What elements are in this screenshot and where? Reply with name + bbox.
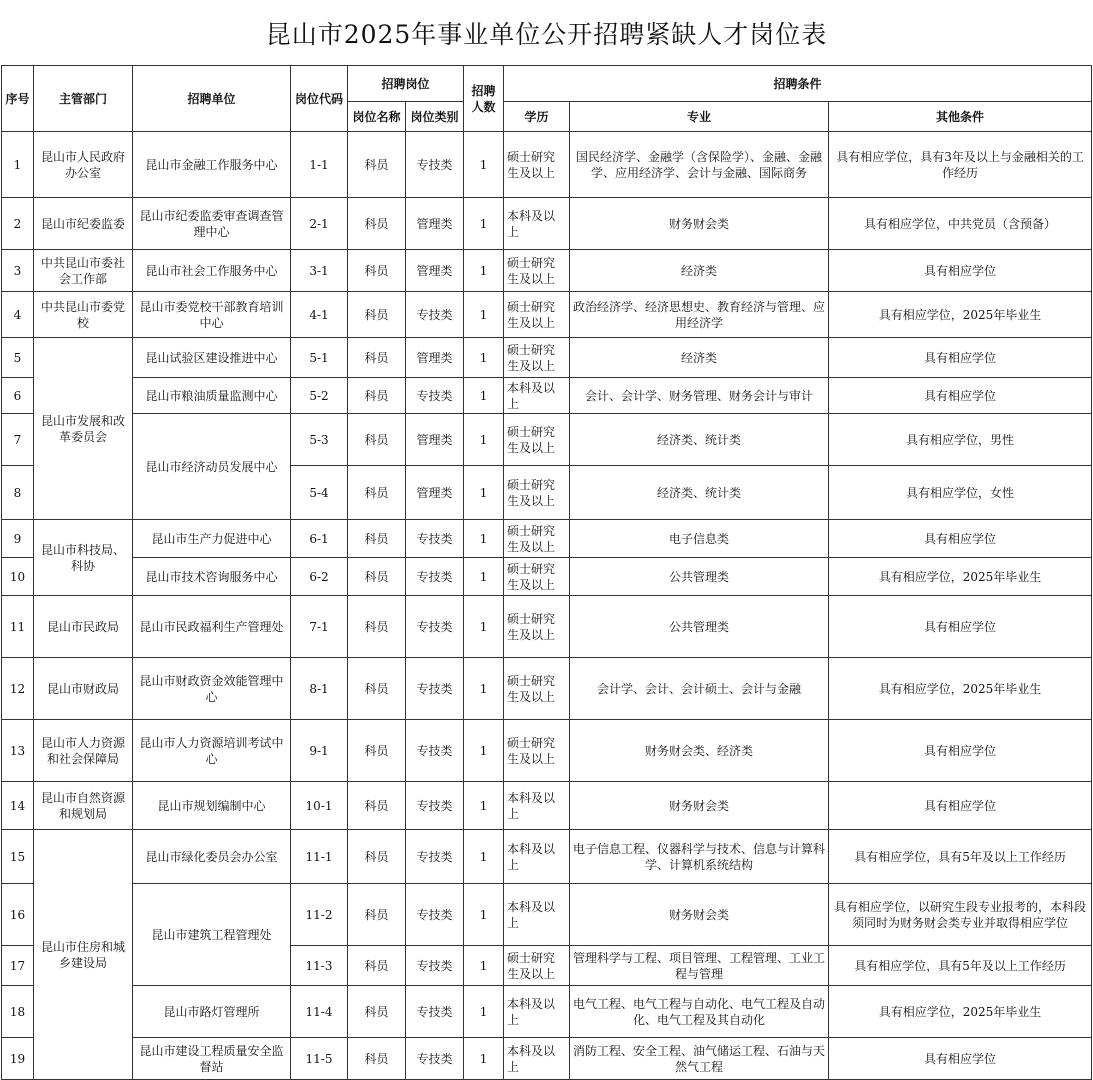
cell-count: 1: [464, 658, 504, 720]
cell-seq: 4: [2, 292, 34, 338]
cell-unit: 昆山市财政资金效能管理中心: [133, 658, 291, 720]
table-row: [2, 520, 1092, 558]
cell-other: 具有相应学位: [829, 250, 1092, 292]
table-row: [2, 720, 1092, 782]
cell-major: 公共管理类: [570, 558, 829, 596]
cell-dept: 昆山市财政局: [34, 658, 133, 720]
table-row: [2, 292, 1092, 338]
cell-code: 6-2: [291, 558, 348, 596]
cell-seq: 17: [2, 946, 34, 986]
table-row: [2, 658, 1092, 720]
cell-count: 1: [464, 720, 504, 782]
cell-edu: 硕士研究生及以上: [504, 414, 570, 466]
header-conditions: 招聘条件: [504, 66, 1092, 102]
cell-code: 11-2: [291, 884, 348, 946]
table-row: [2, 414, 1092, 466]
table-row: [2, 338, 1092, 378]
cell-dept: 中共昆山市委社会工作部: [34, 250, 133, 292]
cell-count: 1: [464, 884, 504, 946]
cell-post-name: 科员: [348, 782, 406, 830]
cell-code: 8-1: [291, 658, 348, 720]
cell-major: 财务财会类: [570, 782, 829, 830]
header-unit: 招聘单位: [133, 66, 291, 132]
cell-major: 经济类、统计类: [570, 414, 829, 466]
table-row: [2, 1038, 1092, 1080]
cell-other: 具有相应学位，女性: [829, 466, 1092, 520]
header-post-name: 岗位名称: [348, 102, 406, 132]
cell-count: 1: [464, 132, 504, 198]
cell-code: 5-2: [291, 378, 348, 414]
cell-unit: 昆山市人力资源培训考试中心: [133, 720, 291, 782]
cell-seq: 6: [2, 378, 34, 414]
cell-post-type: 专技类: [406, 596, 464, 658]
header-edu: 学历: [504, 102, 570, 132]
cell-unit: 昆山市绿化委员会办公室: [133, 830, 291, 884]
cell-unit: 昆山市民政福利生产管理处: [133, 596, 291, 658]
page-title: 昆山市2025年事业单位公开招聘紧缺人才岗位表: [265, 20, 828, 49]
cell-other: 具有相应学位，具有5年及以上工作经历: [829, 830, 1092, 884]
cell-post-type: 管理类: [406, 414, 464, 466]
cell-edu: 硕士研究生及以上: [504, 338, 570, 378]
cell-code: 5-3: [291, 414, 348, 466]
cell-major: 电子信息工程、仪器科学与技术、信息与计算科学、计算机系统结构: [570, 830, 829, 884]
cell-code: 1-1: [291, 132, 348, 198]
table-row: [2, 986, 1092, 1038]
cell-post-type: 专技类: [406, 986, 464, 1038]
cell-seq: 18: [2, 986, 34, 1038]
table-row: [2, 884, 1092, 946]
cell-seq: 2: [2, 198, 34, 250]
cell-seq: 19: [2, 1038, 34, 1080]
cell-code: 6-1: [291, 520, 348, 558]
cell-post-name: 科员: [348, 596, 406, 658]
cell-seq: 16: [2, 884, 34, 946]
cell-dept: 昆山市民政局: [34, 596, 133, 658]
cell-count: 1: [464, 378, 504, 414]
cell-major: 管理科学与工程、项目管理、工程管理、工业工程与管理: [570, 946, 829, 986]
cell-seq: 10: [2, 558, 34, 596]
cell-post-name: 科员: [348, 378, 406, 414]
cell-other: 具有相应学位: [829, 338, 1092, 378]
cell-seq: 7: [2, 414, 34, 466]
cell-edu: 硕士研究生及以上: [504, 250, 570, 292]
cell-major: 政治经济学、经济思想史、教育经济与管理、应用经济学: [570, 292, 829, 338]
cell-dept: 昆山市科技局、科协: [34, 520, 133, 596]
cell-post-type: 专技类: [406, 292, 464, 338]
cell-unit: 昆山市建设工程质量安全监督站: [133, 1038, 291, 1080]
cell-seq: 13: [2, 720, 34, 782]
cell-unit: 昆山市粮油质量监测中心: [133, 378, 291, 414]
cell-edu: 硕士研究生及以上: [504, 132, 570, 198]
cell-post-name: 科员: [348, 884, 406, 946]
cell-other: 具有相应学位，2025年毕业生: [829, 986, 1092, 1038]
cell-major: 经济类: [570, 250, 829, 292]
cell-other: 具有相应学位: [829, 782, 1092, 830]
cell-code: 10-1: [291, 782, 348, 830]
cell-edu: 本科及以上: [504, 378, 570, 414]
cell-unit: 昆山市经济动员发展中心: [133, 414, 291, 520]
cell-count: 1: [464, 946, 504, 986]
cell-edu: 本科及以上: [504, 1038, 570, 1080]
cell-major: 国民经济学、金融学（含保险学）、金融、金融学、应用经济学、会计与金融、国际商务: [570, 132, 829, 198]
cell-dept: 昆山市发展和改革委员会: [34, 338, 133, 520]
table-body: [2, 132, 1092, 1080]
cell-other: 具有相应学位: [829, 596, 1092, 658]
cell-edu: 本科及以上: [504, 986, 570, 1038]
cell-unit: 昆山市规划编制中心: [133, 782, 291, 830]
cell-seq: 8: [2, 466, 34, 520]
cell-other: 具有相应学位: [829, 378, 1092, 414]
cell-count: 1: [464, 520, 504, 558]
cell-post-name: 科员: [348, 250, 406, 292]
cell-post-name: 科员: [348, 292, 406, 338]
header-major: 专业: [570, 102, 829, 132]
cell-unit: 昆山市建筑工程管理处: [133, 884, 291, 986]
cell-post-name: 科员: [348, 338, 406, 378]
table-row: [2, 596, 1092, 658]
cell-unit: 昆山市社会工作服务中心: [133, 250, 291, 292]
cell-post-type: 专技类: [406, 378, 464, 414]
cell-seq: 3: [2, 250, 34, 292]
table-row: [2, 250, 1092, 292]
cell-code: 2-1: [291, 198, 348, 250]
cell-major: 会计、会计学、财务管理、财务会计与审计: [570, 378, 829, 414]
cell-post-name: 科员: [348, 1038, 406, 1080]
cell-count: 1: [464, 986, 504, 1038]
cell-other: 具有相应学位: [829, 720, 1092, 782]
table-row: [2, 198, 1092, 250]
cell-edu: 本科及以上: [504, 830, 570, 884]
cell-post-name: 科员: [348, 986, 406, 1038]
cell-code: 5-1: [291, 338, 348, 378]
cell-other: 具有相应学位: [829, 520, 1092, 558]
cell-post-type: 管理类: [406, 338, 464, 378]
cell-count: 1: [464, 1038, 504, 1080]
cell-code: 11-4: [291, 986, 348, 1038]
cell-edu: 硕士研究生及以上: [504, 292, 570, 338]
cell-other: 具有相应学位: [829, 1038, 1092, 1080]
header-post: 招聘岗位: [348, 66, 464, 102]
cell-major: 电气工程、电气工程与自动化、电气工程及自动化、电气工程及其自动化: [570, 986, 829, 1038]
cell-edu: 硕士研究生及以上: [504, 720, 570, 782]
cell-post-name: 科员: [348, 558, 406, 596]
cell-major: 会计学、会计、会计硕士、会计与金融: [570, 658, 829, 720]
table-row: [2, 830, 1092, 884]
cell-count: 1: [464, 782, 504, 830]
cell-major: 财务财会类: [570, 884, 829, 946]
cell-count: 1: [464, 292, 504, 338]
cell-other: 具有相应学位，2025年毕业生: [829, 292, 1092, 338]
cell-unit: 昆山市生产力促进中心: [133, 520, 291, 558]
cell-count: 1: [464, 198, 504, 250]
cell-edu: 本科及以上: [504, 198, 570, 250]
cell-unit: 昆山市路灯管理所: [133, 986, 291, 1038]
cell-count: 1: [464, 558, 504, 596]
cell-post-type: 专技类: [406, 132, 464, 198]
cell-post-type: 专技类: [406, 884, 464, 946]
header-count: 招聘人数: [464, 66, 504, 132]
cell-major: 经济类、统计类: [570, 466, 829, 520]
header-seq: 序号: [2, 66, 34, 132]
cell-code: 9-1: [291, 720, 348, 782]
cell-count: 1: [464, 596, 504, 658]
table-row: [2, 378, 1092, 414]
cell-edu: 硕士研究生及以上: [504, 466, 570, 520]
cell-post-type: 专技类: [406, 782, 464, 830]
cell-major: 经济类: [570, 338, 829, 378]
cell-post-type: 管理类: [406, 250, 464, 292]
header-code: 岗位代码: [291, 66, 348, 132]
cell-edu: 硕士研究生及以上: [504, 520, 570, 558]
cell-other: 具有相应学位，以研究生段专业报考的，本科段须同时为财务财会类专业并取得相应学位: [829, 884, 1092, 946]
cell-edu: 硕士研究生及以上: [504, 658, 570, 720]
cell-dept: 昆山市人民政府办公室: [34, 132, 133, 198]
header-other: 其他条件: [829, 102, 1092, 132]
cell-seq: 12: [2, 658, 34, 720]
cell-post-name: 科员: [348, 830, 406, 884]
cell-post-type: 专技类: [406, 658, 464, 720]
recruitment-table: [1, 65, 1092, 1080]
cell-post-name: 科员: [348, 658, 406, 720]
cell-count: 1: [464, 466, 504, 520]
cell-major: 公共管理类: [570, 596, 829, 658]
cell-other: 具有相应学位，2025年毕业生: [829, 558, 1092, 596]
cell-major: 电子信息类: [570, 520, 829, 558]
cell-post-name: 科员: [348, 198, 406, 250]
cell-edu: 本科及以上: [504, 782, 570, 830]
cell-post-type: 专技类: [406, 946, 464, 986]
cell-seq: 9: [2, 520, 34, 558]
cell-dept: 昆山市纪委监委: [34, 198, 133, 250]
cell-seq: 15: [2, 830, 34, 884]
cell-seq: 11: [2, 596, 34, 658]
table-row: [2, 782, 1092, 830]
cell-post-name: 科员: [348, 946, 406, 986]
cell-unit: 昆山市技术咨询服务中心: [133, 558, 291, 596]
cell-other: 具有相应学位，2025年毕业生: [829, 658, 1092, 720]
cell-seq: 1: [2, 132, 34, 198]
cell-post-name: 科员: [348, 520, 406, 558]
cell-edu: 硕士研究生及以上: [504, 596, 570, 658]
cell-unit: 昆山市纪委监委审查调查管理中心: [133, 198, 291, 250]
cell-major: 财务财会类、经济类: [570, 720, 829, 782]
cell-post-type: 管理类: [406, 198, 464, 250]
cell-edu: 硕士研究生及以上: [504, 946, 570, 986]
cell-dept: 昆山市自然资源和规划局: [34, 782, 133, 830]
cell-unit: 昆山市金融工作服务中心: [133, 132, 291, 198]
cell-post-name: 科员: [348, 466, 406, 520]
cell-code: 7-1: [291, 596, 348, 658]
cell-code: 11-1: [291, 830, 348, 884]
table-row: [2, 132, 1092, 198]
cell-count: 1: [464, 414, 504, 466]
cell-unit: 昆山市委党校干部教育培训中心: [133, 292, 291, 338]
cell-code: 3-1: [291, 250, 348, 292]
cell-other: 具有相应学位，男性: [829, 414, 1092, 466]
cell-post-type: 专技类: [406, 520, 464, 558]
cell-post-type: 专技类: [406, 558, 464, 596]
cell-seq: 5: [2, 338, 34, 378]
cell-other: 具有相应学位，具有5年及以上工作经历: [829, 946, 1092, 986]
cell-post-name: 科员: [348, 720, 406, 782]
cell-edu: 硕士研究生及以上: [504, 558, 570, 596]
cell-major: 消防工程、安全工程、油气储运工程、石油与天然气工程: [570, 1038, 829, 1080]
table-row: [2, 558, 1092, 596]
cell-code: 5-4: [291, 466, 348, 520]
cell-count: 1: [464, 338, 504, 378]
cell-unit: 昆山试验区建设推进中心: [133, 338, 291, 378]
cell-post-name: 科员: [348, 132, 406, 198]
cell-post-type: 管理类: [406, 466, 464, 520]
cell-count: 1: [464, 830, 504, 884]
cell-post-type: 专技类: [406, 1038, 464, 1080]
header-dept: 主管部门: [34, 66, 133, 132]
cell-code: 11-5: [291, 1038, 348, 1080]
cell-post-type: 专技类: [406, 830, 464, 884]
cell-post-type: 专技类: [406, 720, 464, 782]
header-post-type: 岗位类别: [406, 102, 464, 132]
cell-seq: 14: [2, 782, 34, 830]
cell-other: 具有相应学位，具有3年及以上与金融相关的工作经历: [829, 132, 1092, 198]
cell-edu: 本科及以上: [504, 884, 570, 946]
cell-code: 11-3: [291, 946, 348, 986]
cell-code: 4-1: [291, 292, 348, 338]
cell-major: 财务财会类: [570, 198, 829, 250]
cell-dept: 昆山市住房和城乡建设局: [34, 830, 133, 1080]
cell-post-name: 科员: [348, 414, 406, 466]
cell-count: 1: [464, 250, 504, 292]
cell-dept: 昆山市人力资源和社会保障局: [34, 720, 133, 782]
cell-other: 具有相应学位，中共党员（含预备）: [829, 198, 1092, 250]
cell-dept: 中共昆山市委党校: [34, 292, 133, 338]
